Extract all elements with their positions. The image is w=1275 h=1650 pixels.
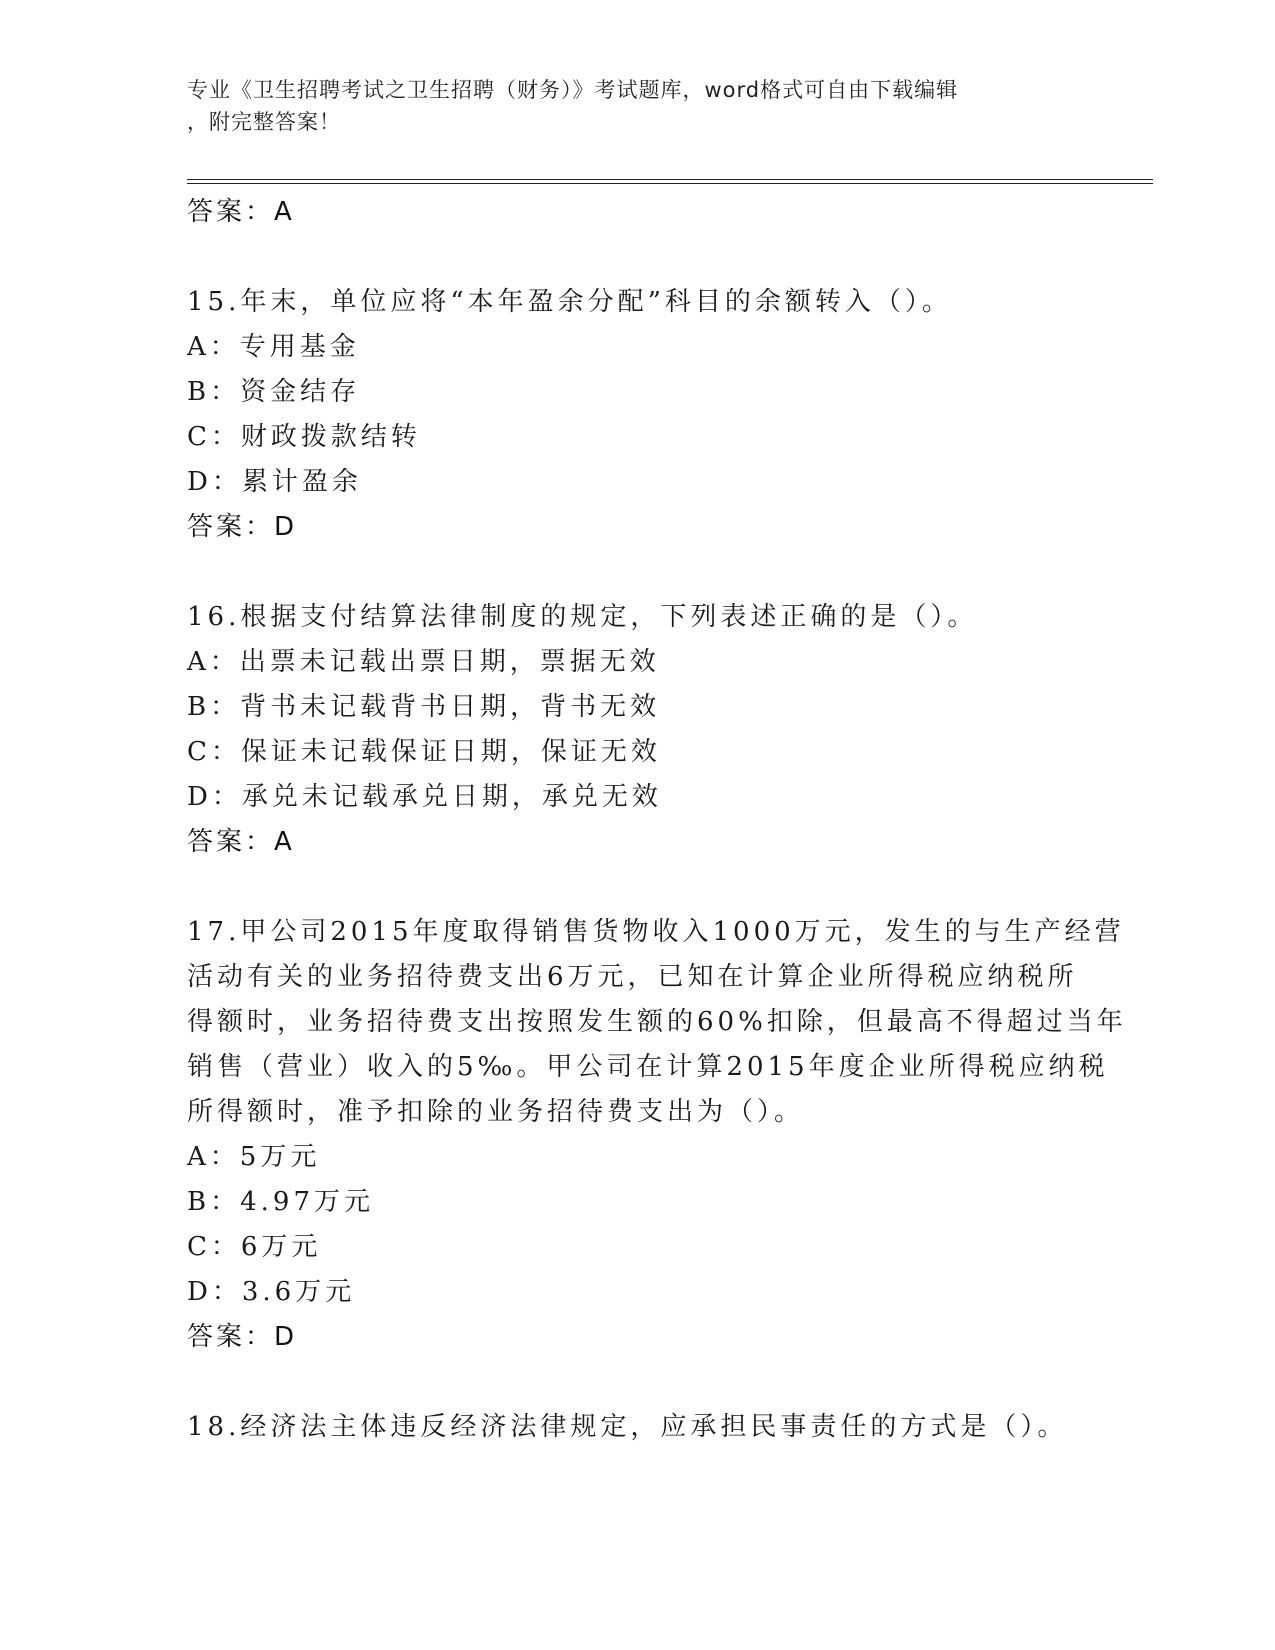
- answer-line: 答案：D: [187, 1322, 298, 1352]
- question-stem-line-1: 17.甲公司2015年度取得销售货物收入1000万元，发生的与生产经营: [187, 917, 1125, 947]
- spacer: [187, 235, 1087, 280]
- option-b: B：资金结存: [187, 377, 361, 407]
- question-16: [187, 595, 1087, 865]
- question-18: [187, 1405, 1087, 1450]
- question-stem-line-4: 销售（营业）收入的5‰。甲公司在计算2015年度企业所得税应纳税: [187, 1052, 1109, 1082]
- option-c: C：6万元: [187, 1232, 322, 1262]
- question-stem-line-5: 所得额时，准予扣除的业务招待费支出为（）。: [187, 1097, 805, 1127]
- header-divider-bottom: [187, 183, 1153, 184]
- question-15: [187, 280, 1087, 550]
- answer-line: 答案：D: [187, 512, 298, 542]
- document-header: [187, 74, 1087, 138]
- question-17: [187, 910, 1127, 1360]
- spacer: [187, 1360, 1087, 1405]
- question-stem: 15.年末，单位应将“本年盈余分配”科目的余额转入（）。: [187, 287, 952, 317]
- answer-line: 答案：A: [187, 827, 295, 857]
- option-b: B：背书未记载背书日期，背书无效: [187, 692, 661, 722]
- question-stem-line-3: 得额时，业务招待费支出按照发生额的60%扣除，但最高不得超过当年: [187, 1007, 1127, 1037]
- header-line-2: ，附完整答案！: [187, 110, 341, 134]
- answer-line: 答案：A: [187, 197, 295, 227]
- option-a: A：专用基金: [187, 332, 360, 362]
- question-stem-line-2: 活动有关的业务招待费支出6万元，已知在计算企业所得税应纳税所: [187, 962, 1078, 992]
- option-c: C：保证未记载保证日期，保证无效: [187, 737, 661, 767]
- spacer: [187, 550, 1087, 595]
- option-c: C：财政拨款结转: [187, 422, 421, 452]
- header-line-1: 专业《卫生招聘考试之卫生招聘（财务）》考试题库，word格式可自由下载编辑: [187, 78, 959, 102]
- option-b: B：4.97万元: [187, 1187, 374, 1217]
- option-a: A：出票未记载出票日期，票据无效: [187, 647, 660, 677]
- option-a: A：5万元: [187, 1142, 321, 1172]
- option-d: D：3.6万元: [187, 1277, 356, 1307]
- question-stem: 16.根据支付结算法律制度的规定，下列表述正确的是（）。: [187, 602, 978, 632]
- spacer: [187, 865, 1087, 910]
- option-d: D：承兑未记载承兑日期，承兑无效: [187, 782, 662, 812]
- question-list: [187, 190, 1127, 1450]
- question-stem: 18.经济法主体违反经济法律规定，应承担民事责任的方式是（）。: [187, 1412, 1068, 1442]
- option-d: D：累计盈余: [187, 467, 362, 497]
- header-divider-top: [187, 179, 1153, 180]
